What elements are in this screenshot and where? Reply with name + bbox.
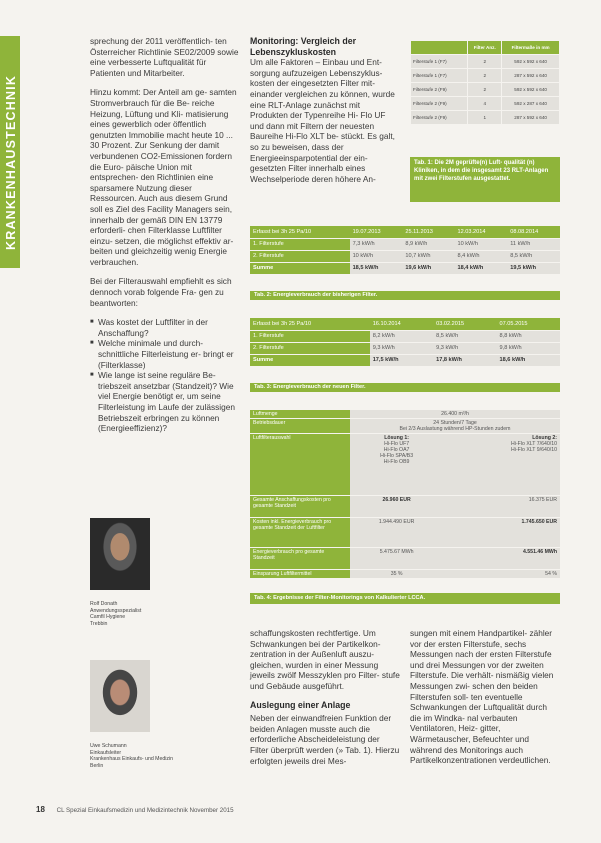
bottom-middle-column	[250, 628, 400, 766]
row-label: 1. Filterstufe	[250, 330, 370, 342]
energy-table-old	[250, 226, 560, 275]
section-title: KRANKENHAUSTECHNIK	[4, 74, 18, 250]
table-cell: 8,9 kW/h	[402, 238, 454, 250]
table-header: Erfasst bei 3h 25 Pa/10	[250, 226, 350, 238]
row-label: Einsparung Luftfiltermittel	[250, 570, 350, 579]
table-cell: Filterstufe 2 (F9)	[411, 83, 468, 97]
solution-line: Hi-Flo UF7	[384, 441, 410, 447]
table-row	[411, 83, 560, 97]
table-cell: 8,4 kW/h	[454, 250, 507, 262]
bottom-right-column	[410, 628, 560, 766]
caption-line: Camfil Hygiene	[90, 614, 126, 621]
table-cell-line: Bei 2/3 Auslastung während HP-Stunden zudem	[399, 426, 511, 432]
row-label: 2. Filterstufe	[250, 250, 350, 262]
row-label: 1. Filterstufe	[250, 238, 350, 250]
author-photo-1	[90, 518, 150, 590]
left-column	[90, 36, 240, 434]
left-paragraph-3: Bei der Filterauswahl empfiehlt es sich dennoch vorab folgende Fra- gen zu beantworten:	[90, 276, 232, 308]
caption-line: Krankenhaus Einkaufs- und Medizin	[90, 756, 174, 763]
table-cell: 10 kW/h	[350, 250, 403, 262]
table-row	[250, 496, 560, 518]
row-label: Betriebsdauer	[250, 419, 350, 434]
question-item: ■ Was kostet der Luftfilter in der Anschaffung?	[90, 317, 240, 338]
table-cell: 4	[468, 97, 502, 111]
table-row	[250, 570, 560, 579]
table-cell: 4.551.46 MWh	[443, 548, 560, 570]
table-cell: 2	[468, 83, 502, 97]
table-header-row	[250, 318, 560, 330]
table-row	[250, 548, 560, 570]
table-cell: 54 %	[443, 570, 560, 579]
row-label: Summe	[250, 262, 350, 274]
table-row	[250, 434, 560, 496]
table-header-row	[411, 41, 560, 55]
table-caption-4: Tab. 4: Ergebnisse der Filter-Monitorings von Kalkulierter LCCA.	[250, 593, 560, 604]
table-cell: Filterstufe 1 (F7)	[411, 55, 468, 69]
caption-line: Anwendungsspezialist	[90, 607, 142, 614]
solution-1-cell	[350, 434, 443, 496]
middle-paragraph: Um alle Faktoren – Einbau und Ent- sorgung aufzuzeigen Lebenszyklus- kosten der eingesetzten Filter mit- einander vergleichen zu können, wurde eine RLT-Anlage zunächst mit Produkten der Typenreihe Hi- Flo UF und dann mit Filtern der neuesten Baureihe Hi-Flo XLT be- stückt. Es galt, so zu beweisen, dass der Energieeinsparpotential der ein- gesetzten Filter innerhalb eines Wechselperiode deren höhere An-	[250, 57, 395, 184]
table-cell: Filterstufe 2 (F9)	[411, 111, 468, 125]
table-cell: 10 kW/h	[454, 238, 507, 250]
table-header: 07.05.2015	[497, 318, 560, 330]
energy-table-new	[250, 318, 560, 367]
table-header: Filtermaße in mm	[502, 41, 560, 55]
table-cell: Filterstufe 2 (F9)	[411, 97, 468, 111]
table-cell: 16.375 EUR	[443, 496, 560, 518]
table-cell: 11 kW/h	[507, 238, 560, 250]
table-cell: 7,3 kW/h	[350, 238, 403, 250]
table-cell: 17,5 kW/h	[370, 354, 433, 366]
table-caption-2: Tab. 2: Energieverbrauch der bisherigen Filter.	[250, 291, 560, 300]
table-row	[250, 518, 560, 548]
table-cell: 2	[468, 55, 502, 69]
table-cell: 592 x 592 x 640	[502, 83, 560, 97]
table-header: 25.11.2013	[402, 226, 454, 238]
solution-line: Hi-Flo XLT 9/640/10	[511, 447, 557, 453]
table-cell: 9,3 kW/h	[370, 342, 433, 354]
table-cell: 1.944.490 EUR	[350, 518, 443, 548]
table-cell: 287 x 592 x 640	[502, 111, 560, 125]
section-heading-design: Auslegung einer Anlage	[250, 699, 351, 710]
table-cell: 18,4 kW/h	[454, 262, 507, 274]
table-header	[411, 41, 468, 55]
table-row	[411, 97, 560, 111]
table-header: 16.10.2014	[370, 318, 433, 330]
table-cell: 18,6 kW/h	[497, 354, 560, 366]
caption-line: Einkaufsleiter	[90, 749, 122, 756]
table-row	[250, 410, 560, 419]
table-row	[250, 330, 560, 342]
table-row-sum	[250, 262, 560, 274]
left-paragraph-1: sprechung der 2011 veröffentlich- ten Österreicher Richtlinie SE02/2009 sowie eine verbesserte Luftqualität für Patienten und Mitarbeiter.	[90, 36, 239, 78]
table-cell: 8,2 kW/h	[370, 330, 433, 342]
table-cell: 18,5 kW/h	[350, 262, 403, 274]
caption-line: Trebbin	[90, 620, 108, 627]
solution-line: Hi-Flo SPA/B3	[380, 453, 414, 459]
table-cell: 8,5 kW/h	[507, 250, 560, 262]
table-cell: 26.400 m³/h	[350, 410, 560, 419]
solution-2-cell	[443, 434, 560, 496]
bottom-paragraph-1: schaffungskosten rechtfertige. Um Schwankungen bei der Partikelkon- zentration in der Außenluft auszu- gleichen, wurden in einer Messung jeweils zwölf Messzyklen pro Filter- stufe und Gebäude ausgeführt.	[250, 628, 400, 691]
table-cell: 2	[468, 69, 502, 83]
author-photo-2	[90, 660, 150, 732]
table-row	[250, 238, 560, 250]
table-cell: 19,6 kW/h	[402, 262, 454, 274]
middle-column	[250, 36, 400, 184]
left-paragraph-2: Hinzu kommt: Der Anteil am ge- samten Stromverbrauch für die Be- reiche Heizung, Lüftung und Kli- matisierung eines gewerblich oder öffentlich genutzten Immobilie macht heute 10 ... 30 Prozent. Zur Senkung der damit verbundenen CO2-Emissionen fordern die Euro- päische Union mit entsprechen- den Richtlinien eine sparsamere Nutzung dieser Ressourcen. Auch aus diesem Grund soll es Ziel des Facility Managers sein, innerhalb der gemäß DIN EN 13779 erforderli- chen Filterklasse Luftfilter einzu- setzen, die möglichst effektiv ar- beiten und gleichzeitig wenig Energie verbrauchen.	[90, 87, 237, 267]
table-cell: 9,8 kW/h	[497, 342, 560, 354]
author-caption-2	[90, 743, 173, 769]
table-header: 08.08.2014	[507, 226, 560, 238]
caption-line: Uwe Schumann	[90, 743, 127, 749]
table-caption-3: Tab. 3: Energieverbrauch der neuen Filter.	[250, 383, 560, 392]
table-row	[250, 250, 560, 262]
question-list	[90, 317, 240, 434]
table-cell: 9,3 kW/h	[433, 342, 496, 354]
table-header: 12.03.2014	[454, 226, 507, 238]
page-footer	[36, 805, 234, 814]
bottom-paragraph-2: Neben der einwandfreien Funktion der beiden Anlagen musste auch die erforderliche Abscheideleistung der Filter überprüft werden (» Tab. 1). Hierzu erfolgten jeweils drei Mes-	[250, 713, 400, 766]
table-cell: 1	[468, 111, 502, 125]
table-cell: 5.475.67 MWh	[350, 548, 443, 570]
table-cell: 19,5 kW/h	[507, 262, 560, 274]
row-label: Summe	[250, 354, 370, 366]
table-cell: 8,8 kW/h	[497, 330, 560, 342]
table-header: Filter Anz.	[468, 41, 502, 55]
table-row	[250, 419, 560, 434]
filter-table	[410, 40, 560, 125]
solution-line: Hi-Flo XLT 7/640/10	[511, 441, 557, 447]
caption-line: Rolf Donath	[90, 601, 118, 607]
table-cell-line: 24 Stunden/7 Tage	[433, 420, 477, 426]
table-row	[411, 55, 560, 69]
table-caption-1: Tab. 1: Die 2M geprüfte(n) Luft- qualität (n) Kliniken, in dem die insgesamt 23 RLT-Anlagen mit zwei Filterstufen ausgestattet.	[410, 157, 560, 202]
table-header: Erfasst bei 3h 25 Pa/10	[250, 318, 370, 330]
table-cell: Filterstufe 1 (F7)	[411, 69, 468, 83]
table-cell: 592 x 592 x 640	[502, 55, 560, 69]
question-item: ■ Welche minimale und durch- schnittliche Filterleistung er- bringt er (Filterklasse)	[90, 338, 240, 370]
table-header-row	[250, 226, 560, 238]
table-cell: 17,8 kW/h	[433, 354, 496, 366]
solution-line: Hi-Flo OB9	[383, 459, 410, 465]
table-cell: 35 %	[350, 570, 443, 579]
row-label: Gesamte Anschaffungskosten pro gesamte Standzeit	[250, 496, 350, 518]
bottom-right-paragraph: sungen mit einem Handpartikel- zähler vor der ersten Filterstufe, sechs Messungen nach der ersten Filterstufe und drei Messungen vor der zweiten Filterstufe. Die verhält- nismäßig vielen Messungen zwi- schen den beiden Filterstufen soll- ten eventuelle Schwankungen der Luftqualität durch die im Windka- nal verbauten Ventilatoren, Heiz- gitter, Wärmetauscher, Befeuchter und während des Monitorings auch Partikelkonzentrationen verdeutlichen.	[410, 628, 554, 766]
table-header: 03.02.2015	[433, 318, 496, 330]
table-cell: 1.745.650 EUR	[443, 518, 560, 548]
table-cell: 287 x 592 x 640	[502, 69, 560, 83]
solution-1-title: Lösung 1:	[384, 435, 409, 441]
table-row	[411, 69, 560, 83]
lcc-comparison-table	[250, 410, 560, 579]
row-label: Energieverbrauch pro gesamte Standzeit	[250, 548, 350, 570]
table-cell: 592 x 287 x 640	[502, 97, 560, 111]
question-item: ■ Wie lange ist seine reguläre Be- triebszeit ansetzbar (Standzeit)? Wie viel Energie benötigt er, um seine Filterleistung im Laufe der zulässigen Betriebszeit erbringen zu können (Energieeffizienz)?	[90, 370, 240, 434]
row-label: Kosten inkl. Energieverbrauch pro gesamte Standzeit der Luftfilter	[250, 518, 350, 548]
table-header: 19.07.2013	[350, 226, 403, 238]
row-label: Luftfilterauswahl	[250, 434, 350, 496]
table-cell: 8,5 kW/h	[433, 330, 496, 342]
solution-line: Hi-Flo OA7	[383, 447, 410, 453]
table-row	[411, 111, 560, 125]
solution-2-title: Lösung 2:	[532, 435, 557, 441]
table-cell: 26.960 EUR	[350, 496, 443, 518]
table-cell	[350, 419, 560, 434]
caption-line: Berlin	[90, 762, 104, 769]
row-label: Luftmenge	[250, 410, 350, 419]
row-label: 2. Filterstufe	[250, 342, 370, 354]
page-number: 18	[36, 805, 45, 814]
table-row	[250, 342, 560, 354]
table-row-sum	[250, 354, 560, 366]
table-cell: 10,7 kW/h	[402, 250, 454, 262]
footer-text: CL Spezial Einkaufsmedizin und Medizintechnik November 2015	[56, 807, 234, 814]
author-caption-1	[90, 601, 141, 627]
section-heading-monitoring: Monitoring: Vergleich der Lebenszykluskosten	[250, 36, 357, 57]
